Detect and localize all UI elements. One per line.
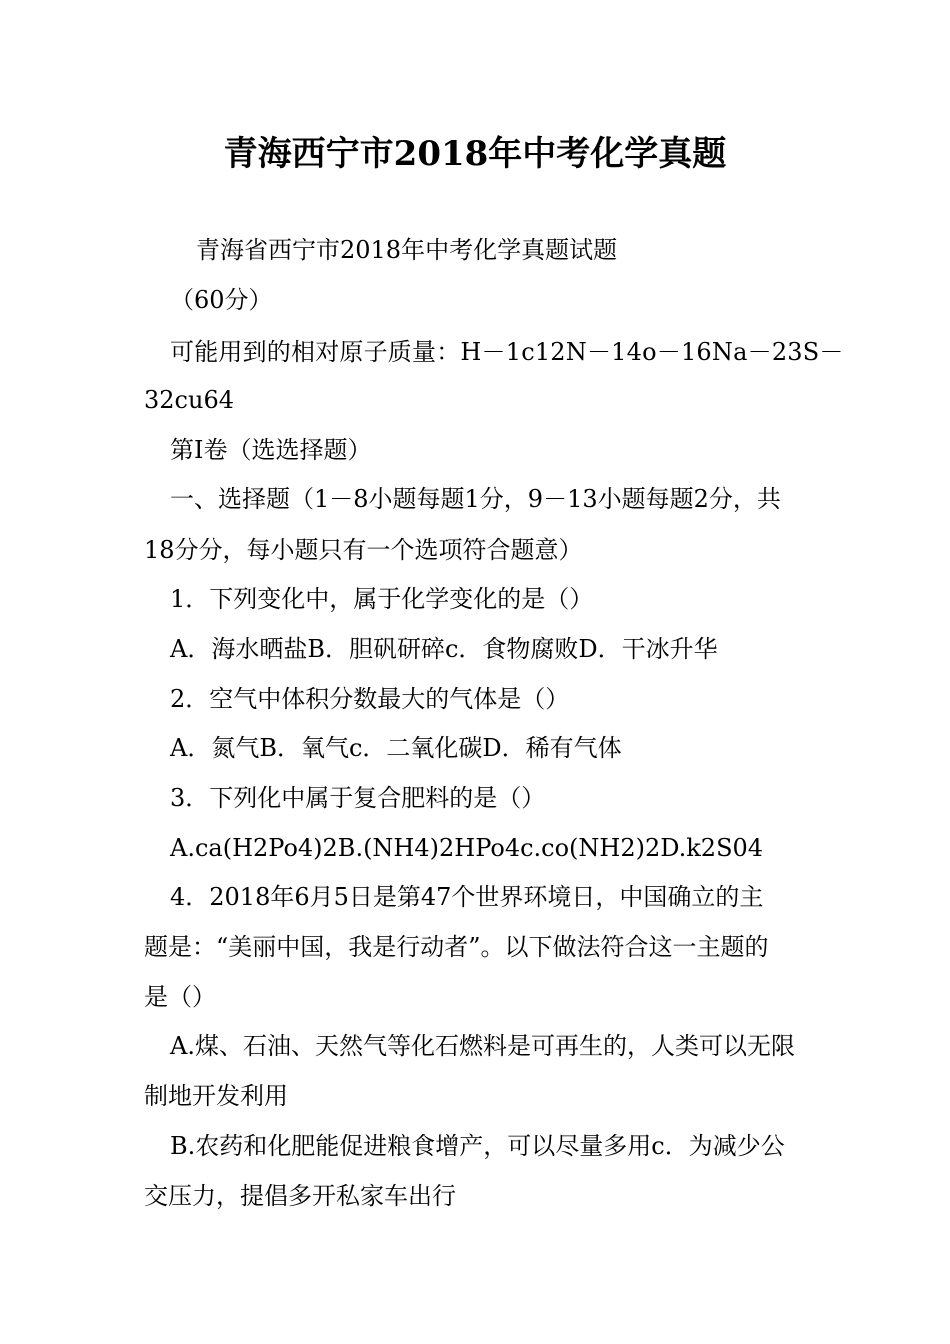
question-4-option-c-cont: 交压力，提倡多开私家车出行 xyxy=(144,1182,456,1210)
atomic-mass-line: 可能用到的相对原子质量：H－1c12N－14o－16Na－23S－ xyxy=(170,338,844,366)
question-1: 1．下列变化中，属于化学变化的是（） xyxy=(170,585,594,613)
subtitle-line: 青海省西宁市2018年中考化学真题试题 xyxy=(196,236,618,264)
question-3-options: A.ca(H2Po4)2B.(NH4)2HPo4c.co(NH2)2D.k2S04 xyxy=(170,834,764,862)
instructions-line-cont: 18分分，每小题只有一个选项符合题意） xyxy=(144,536,583,564)
atomic-mass-line-cont: 32cu64 xyxy=(144,386,234,414)
question-4-option-b: B.农药和化肥能促进粮食增产，可以尽量多用c．为减少公 xyxy=(170,1132,785,1160)
instructions-line: 一、选择题（1－8小题每题1分，9－13小题每题2分，共 xyxy=(170,485,781,513)
question-2-options: A．氮气B．氧气c．二氧化碳D．稀有气体 xyxy=(170,734,622,762)
section-heading: 第Ⅰ卷（选选择题） xyxy=(170,436,372,464)
question-4-cont: 是（） xyxy=(144,983,216,1011)
question-4-cont: 题是：“美丽中国，我是行动者”。以下做法符合这一主题的 xyxy=(144,933,769,961)
question-4: 4．2018年6月5日是第47个世界环境日，中国确立的主 xyxy=(170,883,764,911)
question-2: 2．空气中体积分数最大的气体是（） xyxy=(170,685,570,713)
question-4-option-a-cont: 制地开发利用 xyxy=(144,1082,288,1110)
question-1-options: A．海水晒盐B．胆矾研碎c．食物腐败D．干冰升华 xyxy=(170,635,718,663)
question-3: 3．下列化中属于复合肥料的是（） xyxy=(170,784,546,812)
question-4-option-a: A.煤、石油、天然气等化石燃料是可再生的，人类可以无限 xyxy=(170,1032,795,1060)
score-line: （60分） xyxy=(170,286,273,314)
document-title: 青海西宁市2018年中考化学真题 xyxy=(223,134,727,174)
